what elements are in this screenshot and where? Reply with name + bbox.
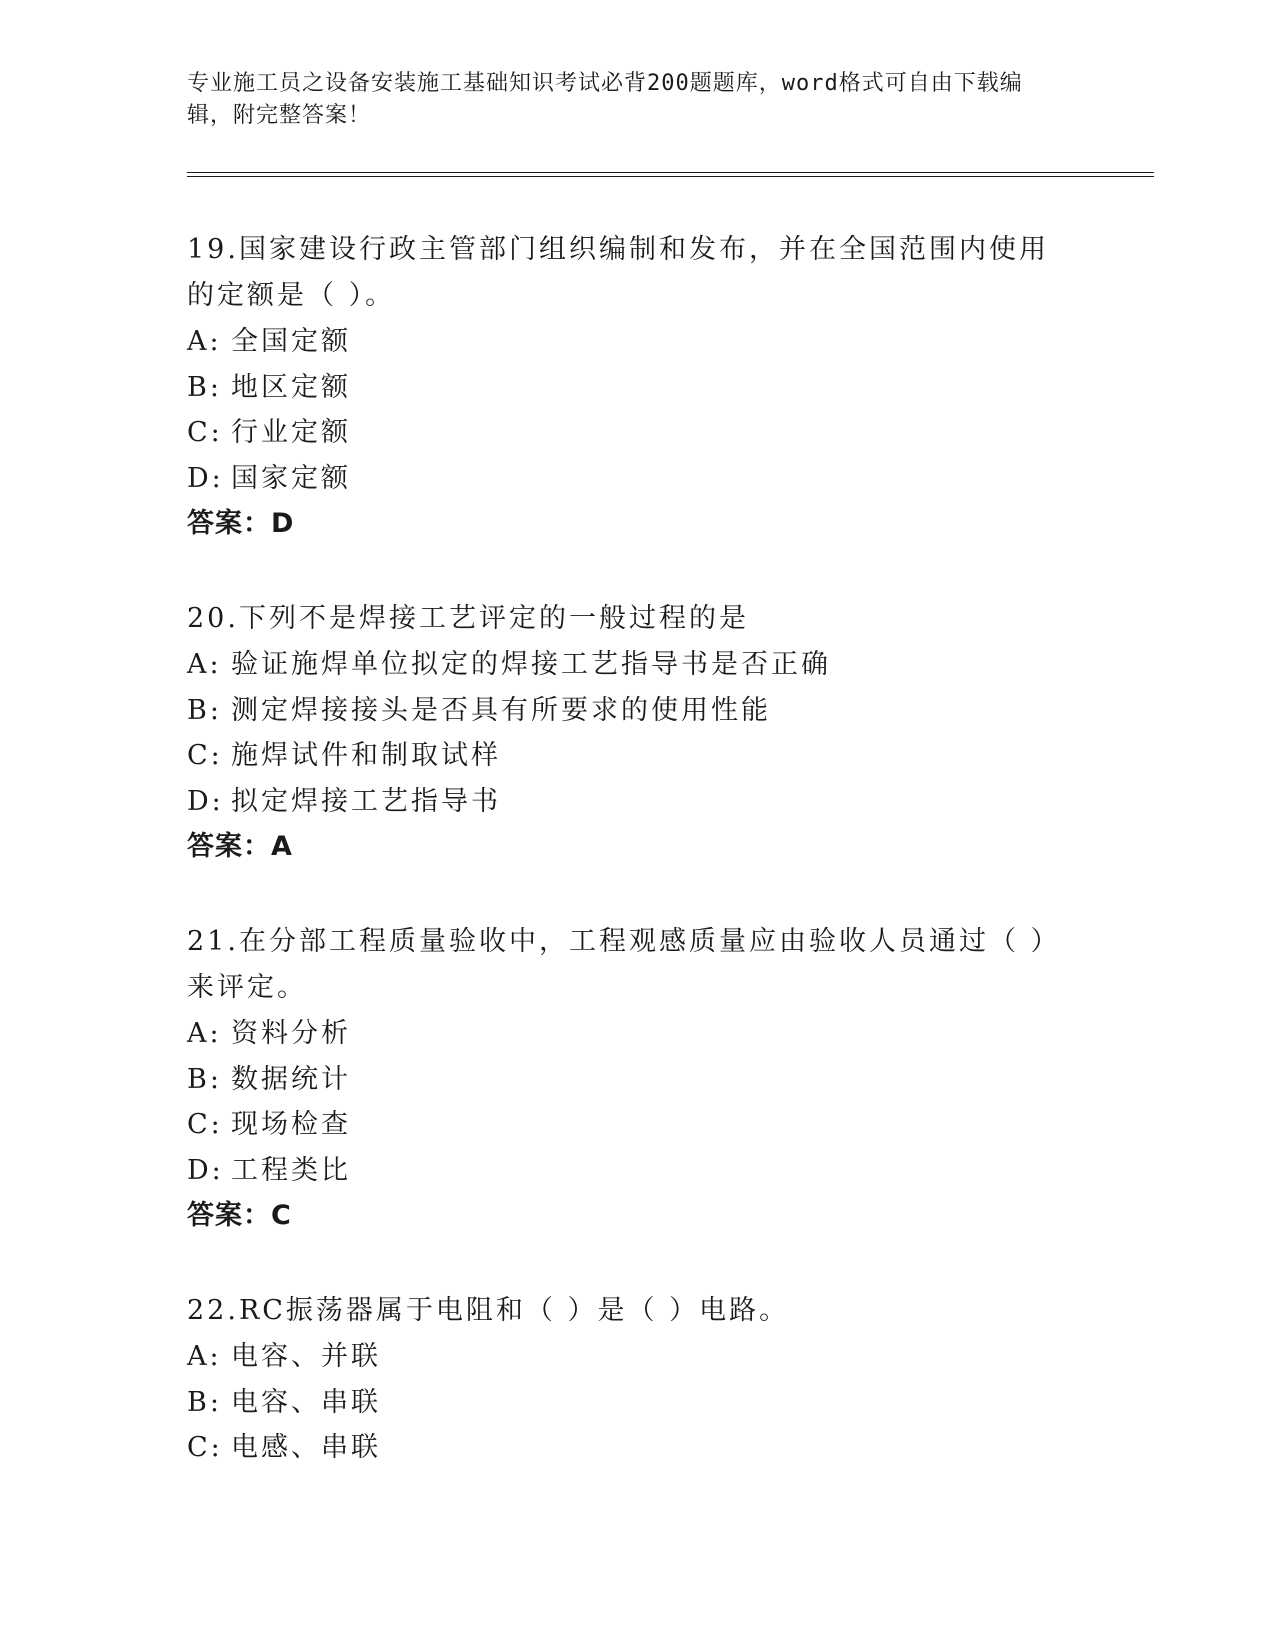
document-header: 专业施工员之设备安装施工基础知识考试必背200题题库，word格式可自由下载编辑，附完整答案！	[187, 71, 1023, 128]
option-b	[187, 688, 1147, 734]
option-a	[187, 1011, 1147, 1057]
option-d	[187, 779, 1147, 825]
option-text: 电容、并联	[231, 1341, 381, 1372]
option-text: 资料分析	[231, 1018, 351, 1049]
question-19	[187, 227, 1147, 547]
option-text: 数据统计	[231, 1063, 351, 1095]
option-a	[187, 319, 1147, 365]
option-key: C:	[187, 1109, 223, 1140]
option-key: A:	[187, 1341, 222, 1372]
option-text: 验证施焊单位拟定的焊接工艺指导书是否正确	[231, 649, 831, 680]
question-22	[187, 1288, 1147, 1471]
question-stem: 22.RC振荡器属于电阻和（ ）是（ ）电路。	[187, 1295, 790, 1326]
option-key: A:	[187, 326, 222, 357]
option-key: C:	[187, 740, 223, 771]
option-key: B:	[187, 694, 222, 726]
option-key: A:	[187, 1018, 222, 1049]
option-d	[187, 456, 1147, 502]
option-a	[187, 642, 1147, 688]
option-text: 工程类比	[231, 1154, 351, 1186]
option-text: 电容、串联	[231, 1386, 381, 1418]
option-text: 拟定焊接工艺指导书	[231, 785, 501, 817]
option-key: D:	[187, 785, 224, 817]
option-c	[187, 1425, 1147, 1471]
option-c	[187, 1102, 1147, 1148]
option-key: B:	[187, 371, 222, 403]
header-divider	[187, 172, 1154, 177]
option-key: C:	[187, 1432, 223, 1463]
question-stem: 20.下列不是焊接工艺评定的一般过程的是	[187, 603, 749, 634]
option-text: 施焊试件和制取试样	[231, 740, 501, 771]
question-20	[187, 596, 1147, 870]
question-stem: 19.国家建设行政主管部门组织编制和发布，并在全国范围内使用的定额是（ ）。	[187, 234, 1049, 311]
option-text: 地区定额	[231, 371, 351, 403]
question-stem: 21.在分部工程质量验收中，工程观感质量应由验收人员通过（ ）来评定。	[187, 926, 1061, 1003]
document-page	[187, 68, 1147, 1520]
question-21	[187, 919, 1147, 1239]
option-b	[187, 365, 1147, 411]
answer-line: 答案：C	[187, 1200, 292, 1231]
question-list	[187, 227, 1147, 1471]
option-text: 现场检查	[231, 1109, 351, 1140]
option-c	[187, 733, 1147, 779]
option-text: 电感、串联	[231, 1432, 381, 1463]
answer-line: 答案：A	[187, 831, 293, 862]
option-key: B:	[187, 1063, 222, 1095]
option-b	[187, 1057, 1147, 1103]
answer-line: 答案：D	[187, 508, 295, 539]
option-c	[187, 410, 1147, 456]
option-key: C:	[187, 417, 223, 448]
option-key: A:	[187, 649, 222, 680]
option-text: 国家定额	[231, 462, 351, 494]
option-text: 行业定额	[231, 417, 351, 448]
option-d	[187, 1148, 1147, 1194]
option-text: 测定焊接接头是否具有所要求的使用性能	[231, 694, 771, 726]
option-key: D:	[187, 462, 224, 494]
option-b	[187, 1380, 1147, 1426]
option-text: 全国定额	[231, 326, 351, 357]
option-key: D:	[187, 1154, 224, 1186]
option-a	[187, 1334, 1147, 1380]
option-key: B:	[187, 1386, 222, 1418]
